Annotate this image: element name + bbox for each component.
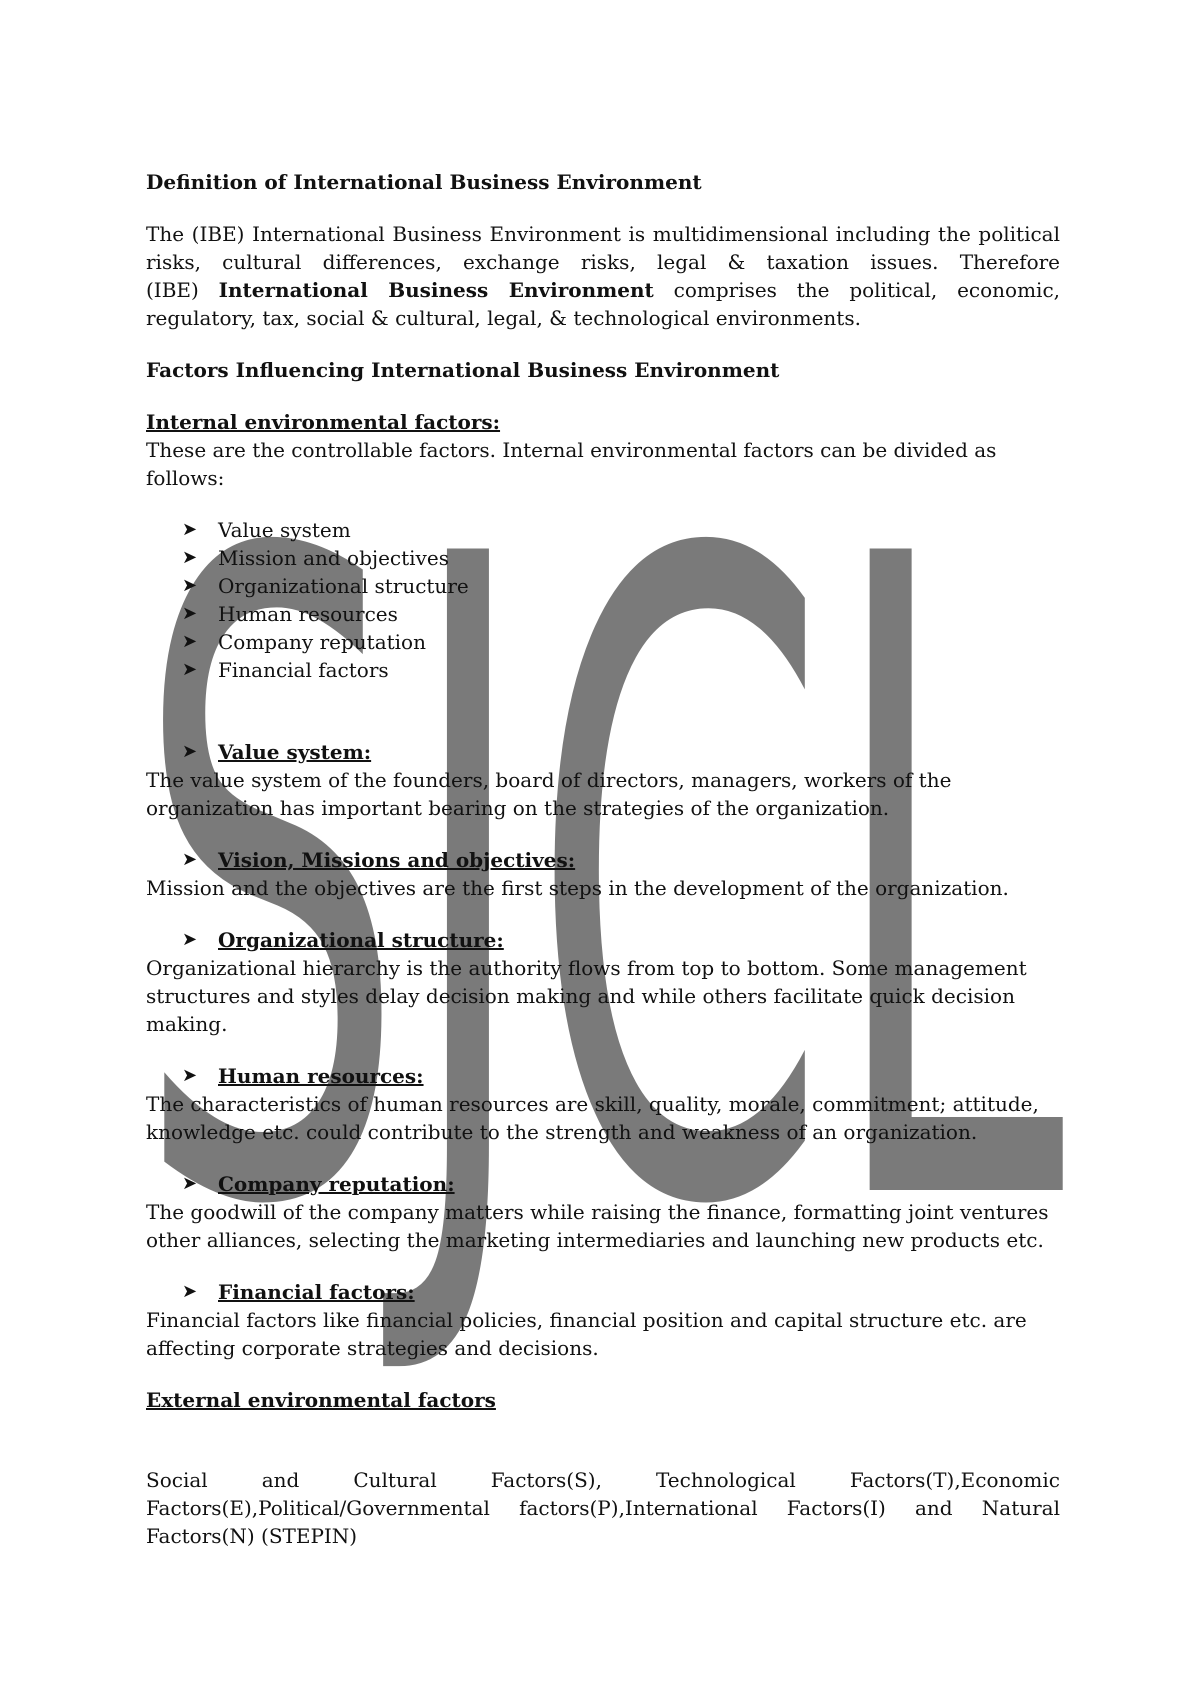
arrow-bullet-icon: ➤ [182,1281,198,1302]
section-heading-label: Human resources: [218,1064,424,1088]
section-mission-text: Mission and the objectives are the first steps in the development of the organization. [146,876,1009,900]
list-item [182,628,1060,656]
section-mission-heading [146,846,1060,874]
list-item-label: Human resources [218,602,398,626]
section-org-structure-heading [146,926,1060,954]
list-item-label: Company reputation [218,630,426,654]
section-heading-label: Company reputation: [218,1172,455,1196]
section-human-resources-text: The characteristics of human resources are skill, quality, morale, commitment; attitude, knowledge etc. could contribute to the strength and weakness of an organization. [146,1092,1039,1144]
list-item-label: Value system [218,518,351,542]
section-heading-label: Financial factors: [218,1280,415,1304]
section-human-resources-heading [146,1062,1060,1090]
arrow-bullet-icon: ➤ [182,631,198,652]
arrow-bullet-icon: ➤ [182,741,198,762]
list-item-label: Financial factors [218,658,389,682]
section-company-reputation-heading [146,1170,1060,1198]
arrow-bullet-icon: ➤ [182,547,198,568]
arrow-bullet-icon: ➤ [182,929,198,950]
arrow-bullet-icon: ➤ [182,519,198,540]
external-text: Social and Cultural Factors(S), Technological Factors(T),Economic Factors(E),Political/Governmental factors(P),International Factors(I) and Natural Factors(N) (STEPIN) [146,1468,1060,1548]
definition-text-part1: The (IBE) International Business Environment is multidimensional including the political risks, cultural differences, exchange risks, legal & taxation issues. Therefore (IBE) [146,222,1060,302]
section-org-structure-text: Organizational hierarchy is the authority flows from top to bottom. Some management structures and styles delay decision making and while others facilitate quick decision making. [146,956,1027,1036]
internal-intro: These are the controllable factors. Internal environmental factors can be divided as follows: [146,438,997,490]
list-item [182,572,1060,600]
arrow-bullet-icon: ➤ [182,1065,198,1086]
arrow-bullet-icon: ➤ [182,603,198,624]
definition-text-part2: comprises the political, economic, regulatory, tax, social & cultural, legal, & technological environments. [146,278,1060,330]
list-item [182,516,1060,544]
definition-paragraph [146,220,1060,332]
internal-factor-list [146,516,1060,684]
list-item [182,544,1060,572]
internal-heading: Internal environmental factors: [146,410,501,434]
section-heading-label: Value system: [218,740,372,764]
arrow-bullet-icon: ➤ [182,849,198,870]
external-heading: External environmental factors [146,1388,496,1412]
arrow-bullet-icon: ➤ [182,659,198,680]
list-item [182,600,1060,628]
arrow-bullet-icon: ➤ [182,1173,198,1194]
section-heading-label: Organizational structure: [218,928,504,952]
section-heading-label: Vision, Missions and objectives: [218,848,576,872]
section-financial-factors-text: Financial factors like financial policies, financial position and capital structure etc. are affecting corporate strategies and decisions. [146,1308,1027,1360]
section-value-system-text: The value system of the founders, board of directors, managers, workers of the organization has important bearing on the strategies of the organization. [146,768,952,820]
section-value-system-heading [146,738,1060,766]
list-item-label: Mission and objectives [218,546,449,570]
document-page [146,168,1060,1550]
section-financial-factors-heading [146,1278,1060,1306]
section-company-reputation-text: The goodwill of the company matters while raising the finance, formatting joint ventures other alliances, selecting the marketing intermediaries and launching new products etc. [146,1200,1049,1252]
definition-heading: Definition of International Business Environment [146,170,702,194]
factors-heading: Factors Influencing International Business Environment [146,358,780,382]
list-item [182,656,1060,684]
definition-text-bold: International Business Environment [218,278,654,302]
arrow-bullet-icon: ➤ [182,575,198,596]
list-item-label: Organizational structure [218,574,469,598]
watermark-text: SJCL [135,373,1068,1398]
